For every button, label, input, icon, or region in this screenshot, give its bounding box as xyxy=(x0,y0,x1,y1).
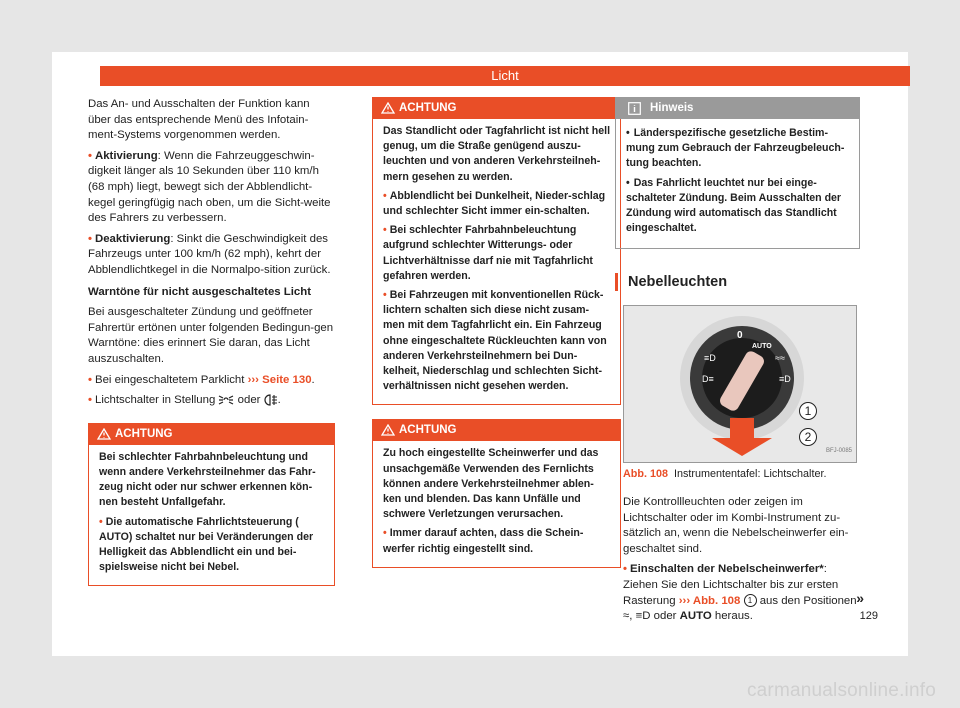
fog-bullet: • Einschalten der Nebelscheinwerfer*: Ziehen Sie den Lichtschalter bis zur ersten Rasterung ››› Abb. 108 1 aus den Positionen ≈, ≡D oder AUTO heraus. xyxy=(623,563,857,623)
figure-caption: Abb. 108 Instrumententafel: Lichtschalter. xyxy=(623,468,827,481)
parking-light-symbol: ≈≈ xyxy=(775,353,785,364)
parking-light-icon xyxy=(218,395,234,405)
intro-paragraph: Das An- und Ausschalten der Funktion kann über das entsprechende Menü des Infotain-ment-Systems vorgenommen werden. xyxy=(88,98,310,142)
manual-page xyxy=(52,52,908,656)
warning-paragraph: Das Standlicht oder Tagfahrlicht ist nicht hell genug, um die Straße genügend auszu-leuchten und von anderen Verkehrsteilneh-mern gesehen zu werden. xyxy=(383,125,611,183)
warning-icon xyxy=(381,424,395,436)
note-bullet: • Länderspezifische gesetzliche Bestim-mung zum Gebrauch der Fahrzeugbeleuch-tung beachten. xyxy=(626,127,845,170)
callout-2: 2 xyxy=(799,428,817,446)
figure-link[interactable]: ››› Abb. 108 xyxy=(678,594,741,607)
warning-icon xyxy=(381,102,395,114)
note-bullet: • Das Fahrlicht leuchtet nur bei einge-schalteter Zündung. Beim Ausschalten der Zündung wird automatisch das Standlicht eingeschaltet. xyxy=(626,176,842,235)
warning-bullet: • Bei schlechter Fahrbahnbeleuchtung aufgrund schlechter Witterungs- oder Lichtverhältnisse darf nie mit Tagfahrlicht gefahren werden. xyxy=(383,224,593,282)
section-header: Licht xyxy=(100,66,910,86)
page-number: 129 xyxy=(859,610,878,622)
subheading: Warntöne für nicht ausgeschaltetes Licht xyxy=(88,285,311,298)
column-2 xyxy=(372,97,621,568)
light-switch-figure: 0 AUTO ≡D ≈≈ D≡ ≡D 1 2 BFJ-0085 xyxy=(623,305,857,463)
warning-tone-paragraph: Bei ausgeschalteter Zündung und geöffneter Fahrertür ertönen unter folgenden Bedingun-gen Warntöne: dies erinnert Sie daran, das Licht auszuschalten. xyxy=(88,306,334,365)
warning-paragraph: Bei schlechter Fahrbahnbeleuchtung und wenn andere Verkehrsteilnehmer das Fahr-zeug nicht oder nur schwer erkennen kön-nen besteht Unfallgefahr. xyxy=(99,450,316,509)
info-icon xyxy=(628,102,641,115)
fog-paragraph: Die Kontrollleuchten oder zeigen im Lichtschalter oder im Kombi-Instrument zu-sätzlich an, wenn die Nebelscheinwerfer ein-geschaltet sind. xyxy=(623,496,849,555)
note-header: Hinweis xyxy=(616,98,859,119)
low-beam-symbol: ≡D xyxy=(779,374,791,385)
low-beam-icon: ≡D xyxy=(635,610,651,623)
warning-box-1 xyxy=(88,423,335,587)
switch-position-item: • Lichtschalter in Stellung oder . xyxy=(88,394,281,407)
warning-bullet: • Abblendlicht bei Dunkelheit, Nieder-schlag und schlechter Sicht immer ein-schalten. xyxy=(383,189,606,218)
rear-fog-light-icon xyxy=(264,394,278,406)
warning-bullet: • Immer darauf achten, dass die Schein-werfer richtig eingestellt sind. xyxy=(383,527,584,555)
warning-paragraph: Zu hoch eingestellte Scheinwerfer und das unsachgemäße Verwenden des Fernlichts können andere Verkehrsteilnehmer ablen-ken und blenden. Das kann Unfälle und schwere Verletzungen verursachen. xyxy=(383,447,599,521)
note-box xyxy=(615,97,860,249)
section-title: Nebelleuchten xyxy=(615,273,860,291)
fog-light-symbol: ≡D xyxy=(704,353,716,364)
warning-box-2 xyxy=(372,97,621,405)
callout-1: 1 xyxy=(799,402,817,420)
column-3 xyxy=(615,97,860,630)
activation-item: • Aktivierung: Wenn die Fahrzeuggeschwin-digkeit länger als 10 Sekunden über 110 km/h (68 mph) liegt, bewegt sich der Abblendlicht-kegel geringfügig nach oben, um die Sicht-weite des Fahrers zu verbessern. xyxy=(88,149,331,225)
deactivation-item: • Deaktivierung: Sinkt die Geschwindigkeit des Fahrzeugs unter 100 km/h (62 mph), kehrt der Abblendlichtkegel in die Normalpo-sition zurück. xyxy=(88,232,331,276)
warning-header: ACHTUNG xyxy=(89,424,334,445)
warning-bullet: • Die automatische Fahrlichtsteuerung ( AUTO) schaltet nur bei Veränderungen der Helligkeit das Abblendlicht ein und bei-spielsweise nicht bei Nebel. xyxy=(99,515,314,574)
warning-bullet: • Bei Fahrzeugen mit konventionellen Rück-lichtern schalten sich diese nicht zusam-men mit dem Tagfahrlicht ein. Ein Fahrzeug ohne eingeschaltete Rückleuchten kann von anderen Verkehrsteilnehmern bei Dun-kelheit, Niederschlag und schlechten Sicht-verhältnissen nicht gesehen werden. xyxy=(383,289,607,393)
warning-box-3 xyxy=(372,419,621,567)
warning-icon xyxy=(97,428,111,440)
parking-light-icon: ≈ xyxy=(623,610,630,623)
column-1 xyxy=(88,97,335,586)
warning-header: ACHTUNG xyxy=(373,98,620,119)
parking-light-item: • Bei eingeschaltetem Parklicht ››› Seite 130. xyxy=(88,373,315,386)
warning-header: ACHTUNG xyxy=(373,420,620,441)
watermark: carmanualsonline.info xyxy=(746,680,936,701)
continue-mark: » xyxy=(856,590,864,606)
rear-fog-symbol: D≡ xyxy=(702,374,714,385)
page-link[interactable]: ››› Seite 130 xyxy=(247,373,312,386)
